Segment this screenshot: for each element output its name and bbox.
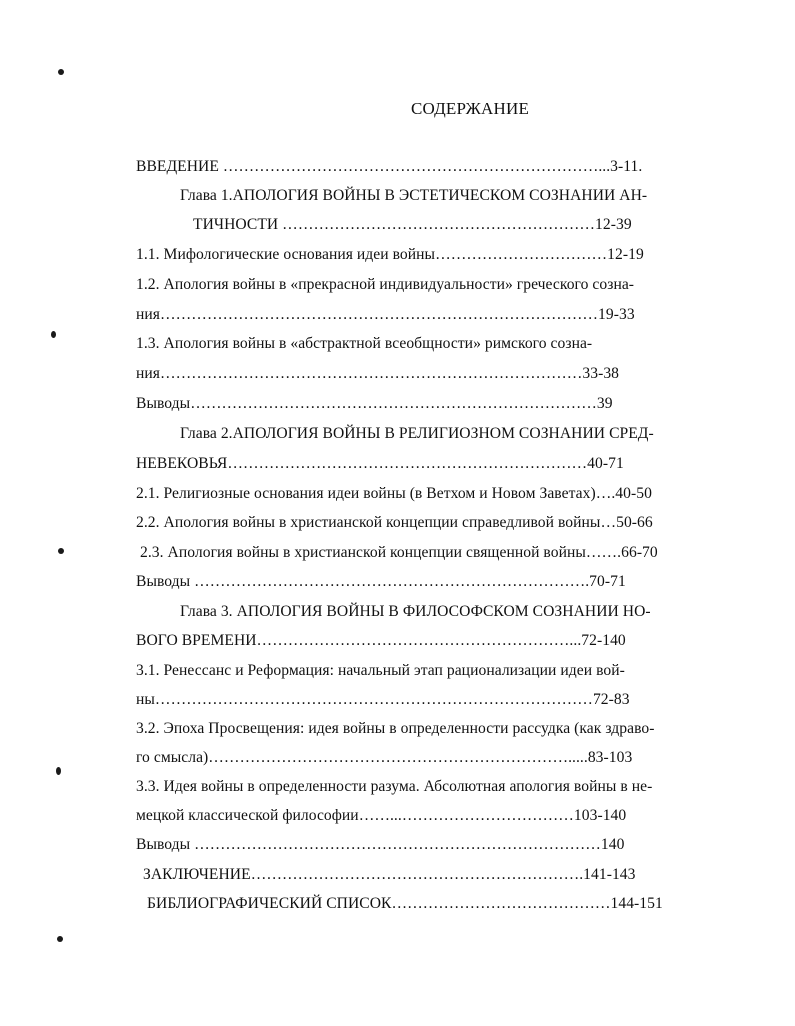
- toc-section-1-2-cont: ния…………………………………………………………………………19-33: [136, 306, 635, 323]
- toc-chapter-2-heading-cont: НЕВЕКОВЬЯ……………………………………………………………40-71: [136, 455, 624, 472]
- toc-section-3-3-cont: мецкой классической философии……...……………………………103-140: [136, 807, 627, 824]
- toc-section-1-3: 1.3. Апология войны в «абстрактной всеобщности» римского созна-: [136, 335, 593, 352]
- scan-mark: [51, 331, 56, 338]
- toc-section-2-1: 2.1. Религиозные основания идеи войны (в Ветхом и Новом Заветах)….40-50: [136, 485, 652, 502]
- toc-section-1-3-cont: ния………………………………………………………………………33-38: [136, 365, 620, 382]
- toc-section-3-2: 3.2. Эпоха Просвещения: идея войны в определенности рассудка (как здраво-: [136, 720, 655, 737]
- toc-section-2-2: 2.2. Апология войны в христианской концепции справедливой войны…50-66: [136, 514, 653, 531]
- toc-chapter-3-heading-cont: ВОГО ВРЕМЕНИ……………………………………………………...72-140: [136, 632, 626, 649]
- toc-section-3-1-cont: ны…………………………………………………………………………72-83: [136, 691, 630, 708]
- toc-chapter-2-heading: Глава 2.АПОЛОГИЯ ВОЙНЫ В РЕЛИГИОЗНОМ СОЗНАНИИ СРЕД-: [180, 425, 654, 442]
- toc-section-1-2: 1.2. Апология войны в «прекрасной индивидуальности» греческого созна-: [136, 276, 635, 293]
- toc-section-3-2-cont: го смысла)…………………………………………………………….....83-103: [136, 749, 633, 766]
- toc-section-1-1: 1.1. Мифологические основания идеи войны……………………………12-19: [136, 246, 644, 263]
- toc-conclusions-2: Выводы ………………………………………………………………….70-71: [136, 573, 626, 590]
- toc-conclusions-1: Выводы……………………………………………………………………39: [136, 395, 613, 412]
- scan-mark: [58, 69, 64, 75]
- toc-chapter-3-heading: Глава 3. АПОЛОГИЯ ВОЙНЫ В ФИЛОСОФСКОМ СОЗНАНИИ НО-: [180, 603, 651, 620]
- toc-entry-conclusion: ЗАКЛЮЧЕНИЕ……………………………………………………….141-143: [143, 866, 636, 883]
- scan-mark: [58, 548, 64, 554]
- toc-chapter-1-heading-cont: ТИЧНОСТИ ……………………………………………………12-39: [193, 216, 632, 233]
- scan-mark: [56, 767, 61, 775]
- toc-conclusions-3: Выводы ……………………………………………………………………140: [136, 836, 625, 853]
- toc-entry-bibliography: БИБЛИОГРАФИЧЕСКИЙ СПИСОК……………………………………144-151: [147, 895, 663, 912]
- toc-section-2-3: 2.3. Апология войны в христианской концепции священной войны…….66-70: [140, 544, 658, 561]
- page-title: СОДЕРЖАНИЕ: [410, 99, 530, 118]
- toc-section-3-3: 3.3. Идея войны в определенности разума. Абсолютная апология войны в не-: [136, 778, 653, 795]
- toc-chapter-1-heading: Глава 1.АПОЛОГИЯ ВОЙНЫ В ЭСТЕТИЧЕСКОМ СОЗНАНИИ АН-: [180, 187, 648, 204]
- scan-mark: [57, 936, 63, 942]
- toc-section-3-1: 3.1. Ренессанс и Реформация: начальный этап рационализации идеи вой-: [136, 662, 625, 679]
- toc-entry-introduction: ВВЕДЕНИЕ ………………………………………………………………...3-11.: [136, 158, 643, 175]
